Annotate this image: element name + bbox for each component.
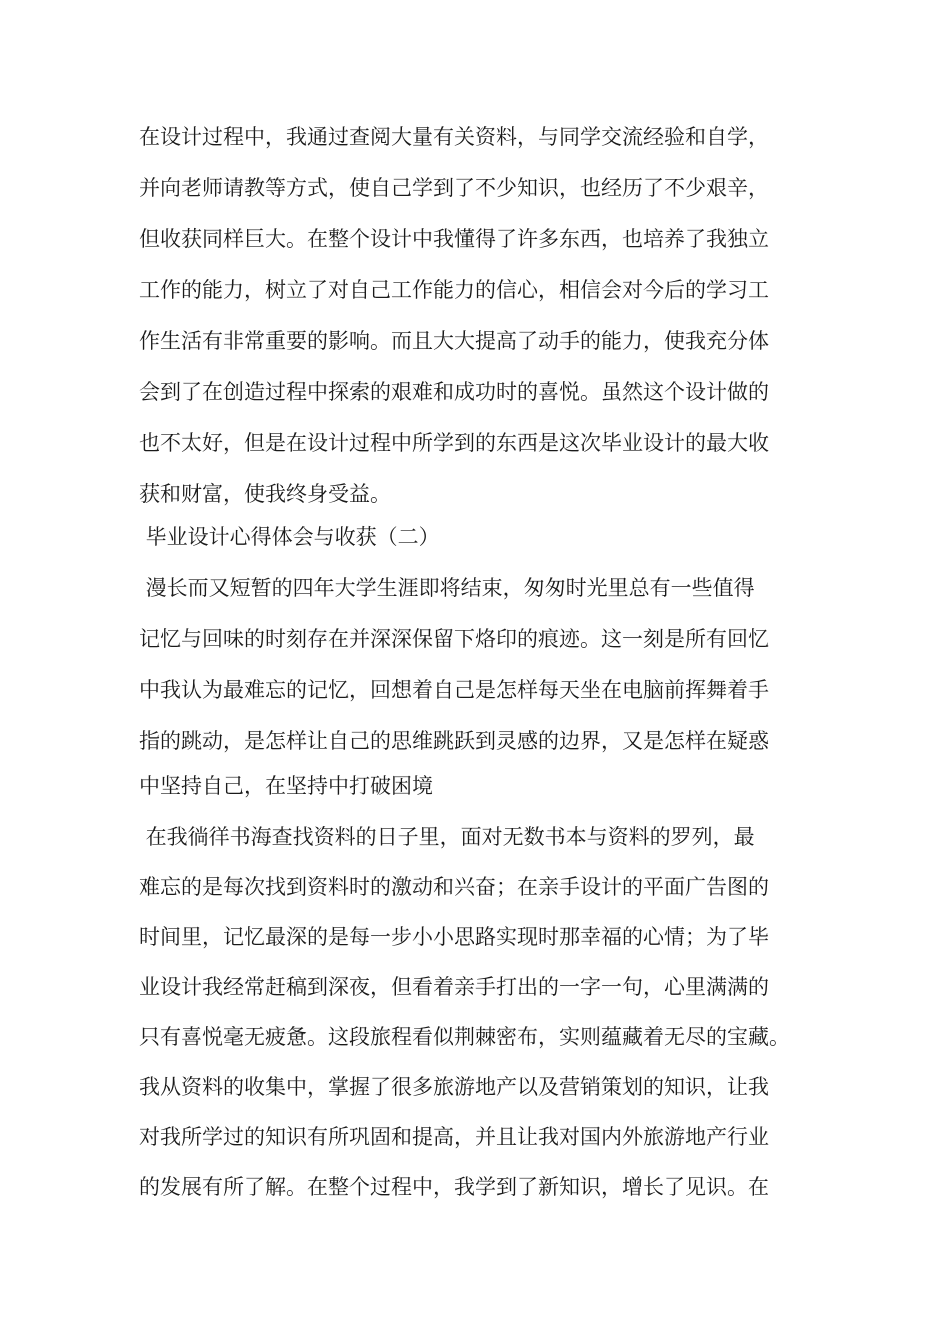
text-line: 的发展有所了解。在整个过程中，我学到了新知识，增长了见识。在	[139, 1175, 769, 1199]
text-line: 漫长而又短暂的四年大学生涯即将结束，匆匆时光里总有一些值得	[139, 576, 755, 600]
text-line: 业设计我经常赶稿到深夜，但看着亲手打出的一字一句，心里满满的	[139, 975, 769, 999]
text-line: 但收获同样巨大。在整个设计中我懂得了许多东西，也培养了我独立	[139, 227, 769, 251]
text-line: 工作的能力，树立了对自己工作能力的信心，相信会对今后的学习工	[139, 278, 769, 302]
text-line: 我从资料的收集中，掌握了很多旅游地产以及营销策划的知识，让我	[139, 1075, 769, 1099]
text-line: 在我徜徉书海查找资料的日子里，面对无数书本与资料的罗列，最	[139, 825, 755, 849]
text-line: 作生活有非常重要的影响。而且大大提高了动手的能力，使我充分体	[139, 329, 769, 353]
text-line: 记忆与回味的时刻存在并深深保留下烙印的痕迹。这一刻是所有回忆	[139, 627, 769, 651]
text-line: 在设计过程中，我通过查阅大量有关资料，与同学交流经验和自学，	[139, 125, 769, 149]
text-line: 获和财富，使我终身受益。	[139, 482, 391, 506]
text-line: 中我认为最难忘的记忆，回想着自己是怎样每天坐在电脑前挥舞着手	[139, 678, 769, 702]
text-line: 也不太好，但是在设计过程中所学到的东西是这次毕业设计的最大收	[139, 431, 769, 455]
text-line: 对我所学过的知识有所巩固和提高，并且让我对国内外旅游地产行业	[139, 1125, 769, 1149]
text-line: 只有喜悦毫无疲惫。这段旅程看似荆棘密布，实则蕴藏着无尽的宝藏。	[139, 1025, 790, 1049]
text-line: 并向老师请教等方式，使自己学到了不少知识，也经历了不少艰辛，	[139, 176, 769, 200]
text-line: 难忘的是每次找到资料时的激动和兴奋；在亲手设计的平面广告图的	[139, 875, 769, 899]
text-line: 会到了在创造过程中探索的艰难和成功时的喜悦。虽然这个设计做的	[139, 380, 769, 404]
section-heading: 毕业设计心得体会与收获（二）	[139, 525, 440, 549]
text-line: 中坚持自己，在坚持中打破困境	[139, 774, 433, 798]
text-line: 指的跳动，是怎样让自己的思维跳跃到灵感的边界，又是怎样在疑惑	[139, 729, 769, 753]
text-line: 时间里，记忆最深的是每一步小小思路实现时那幸福的心情；为了毕	[139, 925, 769, 949]
